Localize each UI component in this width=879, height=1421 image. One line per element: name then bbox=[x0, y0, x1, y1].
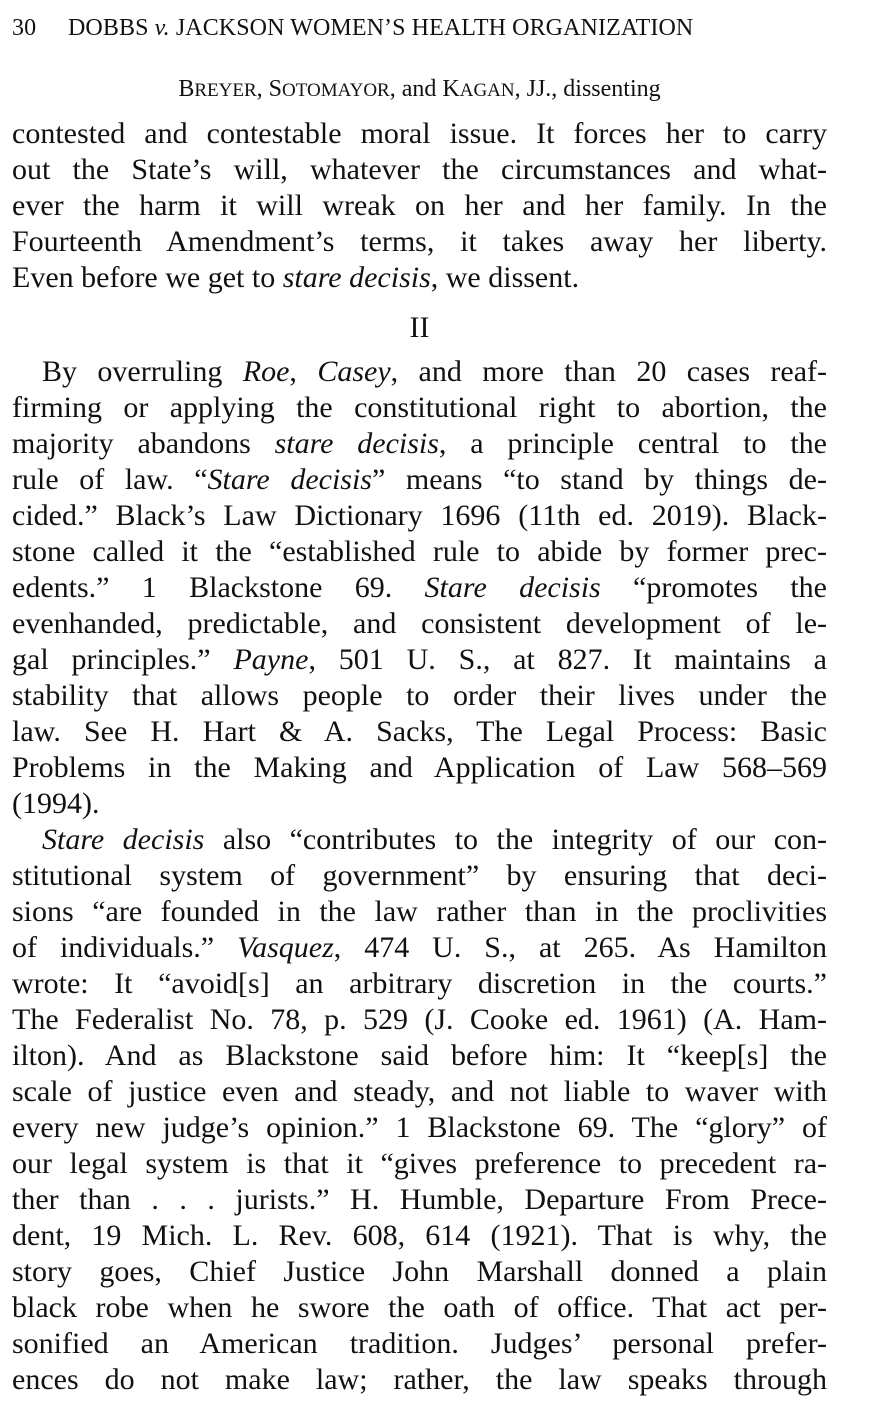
italic-case-term: stare decisis bbox=[274, 427, 439, 460]
text-run: By overruling bbox=[42, 355, 243, 388]
justice-2-rest: OTOMAYOR bbox=[282, 80, 390, 101]
text-line: out the State’s will, whatever the circumstances and what- bbox=[12, 153, 827, 186]
subheader-separator-2: , and bbox=[389, 76, 443, 102]
text-line bbox=[12, 642, 827, 678]
text-line: law. See H. Hart & A. Sacks, The Legal Process: Basic bbox=[12, 715, 827, 748]
case-versus: v. bbox=[154, 15, 170, 41]
section-heading: II bbox=[409, 311, 430, 344]
italic-case-term: Stare decisis bbox=[424, 571, 601, 604]
text-line: story goes, Chief Justice John Marshall donned a plain bbox=[12, 1255, 827, 1288]
text-run: of individuals.” bbox=[12, 931, 238, 964]
text-run: rule of law. “ bbox=[12, 463, 208, 496]
italic-case-name: Roe bbox=[242, 355, 290, 388]
page-number: 30 bbox=[12, 15, 37, 41]
paragraph-1 bbox=[12, 354, 827, 822]
text-line: every new judge’s opinion.” 1 Blackstone 69. The “glory” of bbox=[12, 1111, 827, 1144]
text-run: gal principles.” bbox=[12, 643, 234, 676]
italic-case-name: Payne bbox=[233, 643, 309, 676]
text-line: wrote: It “avoid[s] an arbitrary discretion in the courts.” bbox=[12, 967, 827, 1000]
text-line bbox=[12, 260, 827, 296]
text-line: sonified an American tradition. Judges’ personal prefer- bbox=[12, 1327, 827, 1360]
text-line: The Federalist No. 78, p. 529 (J. Cooke ed. 1961) (A. Ham- bbox=[12, 1003, 827, 1036]
text-line: firming or applying the constitutional right to abortion, the bbox=[12, 391, 827, 424]
text-line: stone called it the “established rule to abide by former prec- bbox=[12, 535, 827, 568]
italic-case-term: Stare decisis bbox=[207, 463, 372, 496]
text-run: , 501 U. S., at 827. It maintains a bbox=[308, 643, 827, 676]
subheader-separator-1: , bbox=[256, 76, 269, 102]
text-run: also “contributes to the integrity of our con- bbox=[204, 823, 827, 856]
document-page bbox=[12, 0, 827, 1398]
text-run: majority abandons bbox=[12, 427, 275, 460]
text-line: stitutional system of government” by ensuring that deci- bbox=[12, 859, 827, 892]
text-line: ther than . . . jurists.” H. Humble, Departure From Prece- bbox=[12, 1183, 827, 1216]
text-line bbox=[12, 822, 827, 858]
text-line: Problems in the Making and Application of Law 568–569 bbox=[12, 751, 827, 784]
text-run: “promotes the bbox=[600, 571, 827, 604]
text-run: , bbox=[289, 355, 318, 388]
text-line: our legal system is that it “gives preference to precedent ra- bbox=[12, 1147, 827, 1180]
text-run: , 474 U. S., at 265. As Hamilton bbox=[333, 931, 827, 964]
justice-2-initial: S bbox=[268, 76, 283, 102]
text-line: ever the harm it will wreak on her and her family. In the bbox=[12, 189, 827, 222]
running-header bbox=[12, 0, 827, 56]
case-name-part1: DOBBS bbox=[68, 15, 149, 41]
justice-1-rest: REYER bbox=[194, 80, 257, 101]
text-line: ilton). And as Blackstone said before him: It “keep[s] the bbox=[12, 1039, 827, 1072]
text-line: cided.” Black’s Law Dictionary 1696 (11th ed. 2019). Black- bbox=[12, 499, 827, 532]
text-line: (1994). bbox=[12, 787, 100, 820]
text-line: dent, 19 Mich. L. Rev. 608, 614 (1921). That is why, the bbox=[12, 1219, 827, 1252]
case-name-part2: JACKSON WOMEN’S HEALTH ORGANIZATION bbox=[175, 15, 694, 41]
text-line: evenhanded, predictable, and consistent development of le- bbox=[12, 607, 827, 640]
text-run: Even before we get to bbox=[12, 261, 283, 294]
paragraph-2 bbox=[12, 822, 827, 1398]
text-line bbox=[12, 462, 827, 498]
text-line: black robe when he swore the oath of office. That act per- bbox=[12, 1291, 827, 1324]
text-run: ” means “to stand by things de- bbox=[371, 463, 827, 496]
italic-case-name: Vasquez bbox=[237, 931, 334, 964]
text-line: stability that allows people to order their lives under the bbox=[12, 679, 827, 712]
text-line: Fourteenth Amendment’s terms, it takes away her liberty. bbox=[12, 225, 827, 258]
text-line bbox=[12, 930, 827, 966]
text-line: sions “are founded in the law rather than in the proclivities bbox=[12, 895, 827, 928]
text-line bbox=[12, 570, 827, 606]
text-line bbox=[12, 426, 827, 462]
text-line: contested and contestable moral issue. It forces her to carry bbox=[12, 117, 827, 150]
justice-1-initial: B bbox=[178, 76, 195, 102]
italic-case-term: stare decisis bbox=[282, 261, 431, 294]
opinion-body bbox=[12, 116, 827, 1398]
justice-3-rest: AGAN bbox=[459, 80, 515, 101]
text-run: , and more than 20 cases reaf- bbox=[390, 355, 827, 388]
text-line bbox=[12, 354, 827, 390]
italic-case-name: Casey bbox=[317, 355, 391, 388]
italic-case-term: Stare decisis bbox=[42, 823, 205, 856]
text-line: scale of justice even and steady, and not liable to waver with bbox=[12, 1075, 827, 1108]
paragraph-continued bbox=[12, 116, 827, 296]
opinion-subheader bbox=[12, 72, 827, 108]
text-run: , a principle central to the bbox=[438, 427, 827, 460]
subheader-suffix: , JJ., dissenting bbox=[514, 76, 661, 102]
text-run: , we dissent. bbox=[430, 261, 580, 294]
justice-3-initial: K bbox=[442, 76, 460, 102]
text-run: edents.” 1 Blackstone 69. bbox=[12, 571, 425, 604]
text-line: ences do not make law; rather, the law speaks through bbox=[12, 1363, 827, 1396]
